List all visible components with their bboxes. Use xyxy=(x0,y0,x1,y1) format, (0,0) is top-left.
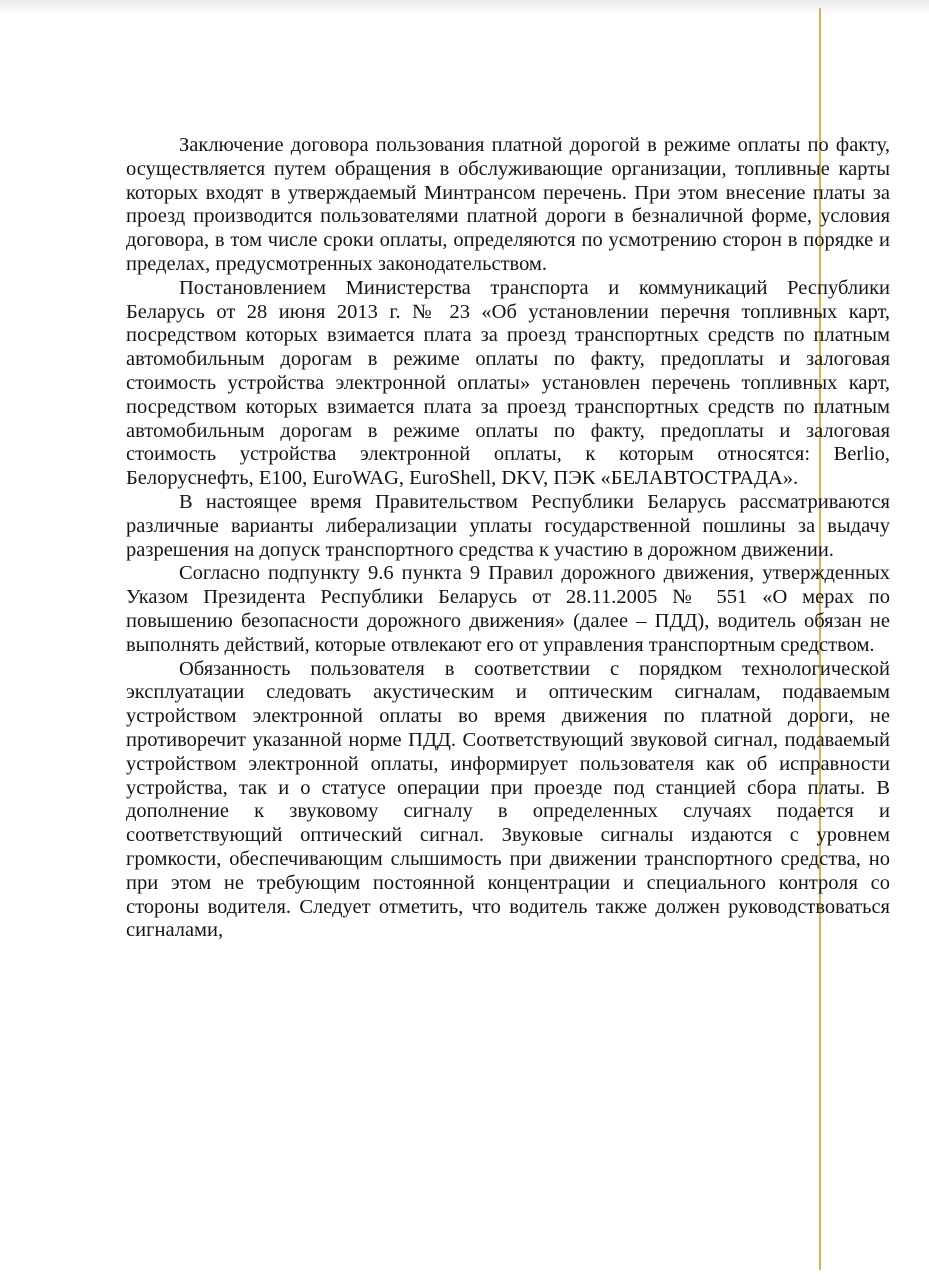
paragraph-state-duty-liberalization: В настоящее время Правительством Республики Беларусь рассматриваются различные варианты либерализации уплаты государственной пошлины за выдачу разрешения на допуск транспортного средства к участию в дорожном движении. xyxy=(126,490,890,561)
paragraph-electronic-payment-signals: Обязанность пользователя в соответствии с порядком технологической эксплуатации следовать акустическим и оптическим сигналам, подаваемым устройством электронной оплаты во время движения по платной дороги, не противоречит указанной норме ПДД. Соответствующий звуковой сигнал, подаваемый устройством электронной оплаты, информирует пользователя как об исправности устройства, так и о статусе операции при проезде под станцией сбора платы. В дополнение к звуковому сигналу в определенных случаях подается и соответствующий оптический сигнал. Звуковые сигналы издаются с уровнем громкости, обеспечивающим слышимость при движении транспортного средства, но при этом не требующим постоянной концентрации и специального контроля со стороны водителя. Следует отметить, что водитель также должен руководствоваться сигналами, xyxy=(126,657,890,942)
paragraph-toll-contract: Заключение договора пользования платной дорогой в режиме оплаты по факту, осуществляется путем обращения в обслуживающие организации, топливные карты которых входят в утверждаемый Минтрансом перечень. При этом внесение платы за проезд производится пользователями платной дороги в безналичной форме, условия договора, в том числе сроки оплаты, определяются по усмотрению сторон в порядке и пределах, предусмотренных законодательством. xyxy=(126,134,890,275)
scan-top-edge xyxy=(0,0,929,14)
page-body xyxy=(126,134,890,943)
paragraph-traffic-rules: Согласно подпункту 9.6 пункта 9 Правил дорожного движения, утвержденных Указом Президента Республики Беларусь от 28.11.2005 № 551 «О мерах по повышению безопасности дорожного движения» (далее – ПДД), водитель обязан не выполнять действий, которые отвлекают его от управления транспортным средством. xyxy=(126,562,890,656)
paragraph-fuel-cards-resolution: Постановлением Министерства транспорта и коммуникаций Республики Беларусь от 28 июня 2013 г. № 23 «Об установлении перечня топливных карт, посредством которых взимается плата за проезд транспортных средств по платным автомобильным дорогам в режиме оплаты по факту, предоплаты и залоговая стоимость устройства электронной оплаты» установлен перечень топливных карт, посредством которых взимается плата за проезд транспортных средств по платным автомобильным дорогам в режиме оплаты по факту, предоплаты и залоговая стоимость устройства электронной оплаты, к которым относятся: Berlio, Белоруснефть, Е100, EuroWAG, EuroShell, DKV, ПЭК «БЕЛАВТОСТРАДА». xyxy=(126,276,890,490)
